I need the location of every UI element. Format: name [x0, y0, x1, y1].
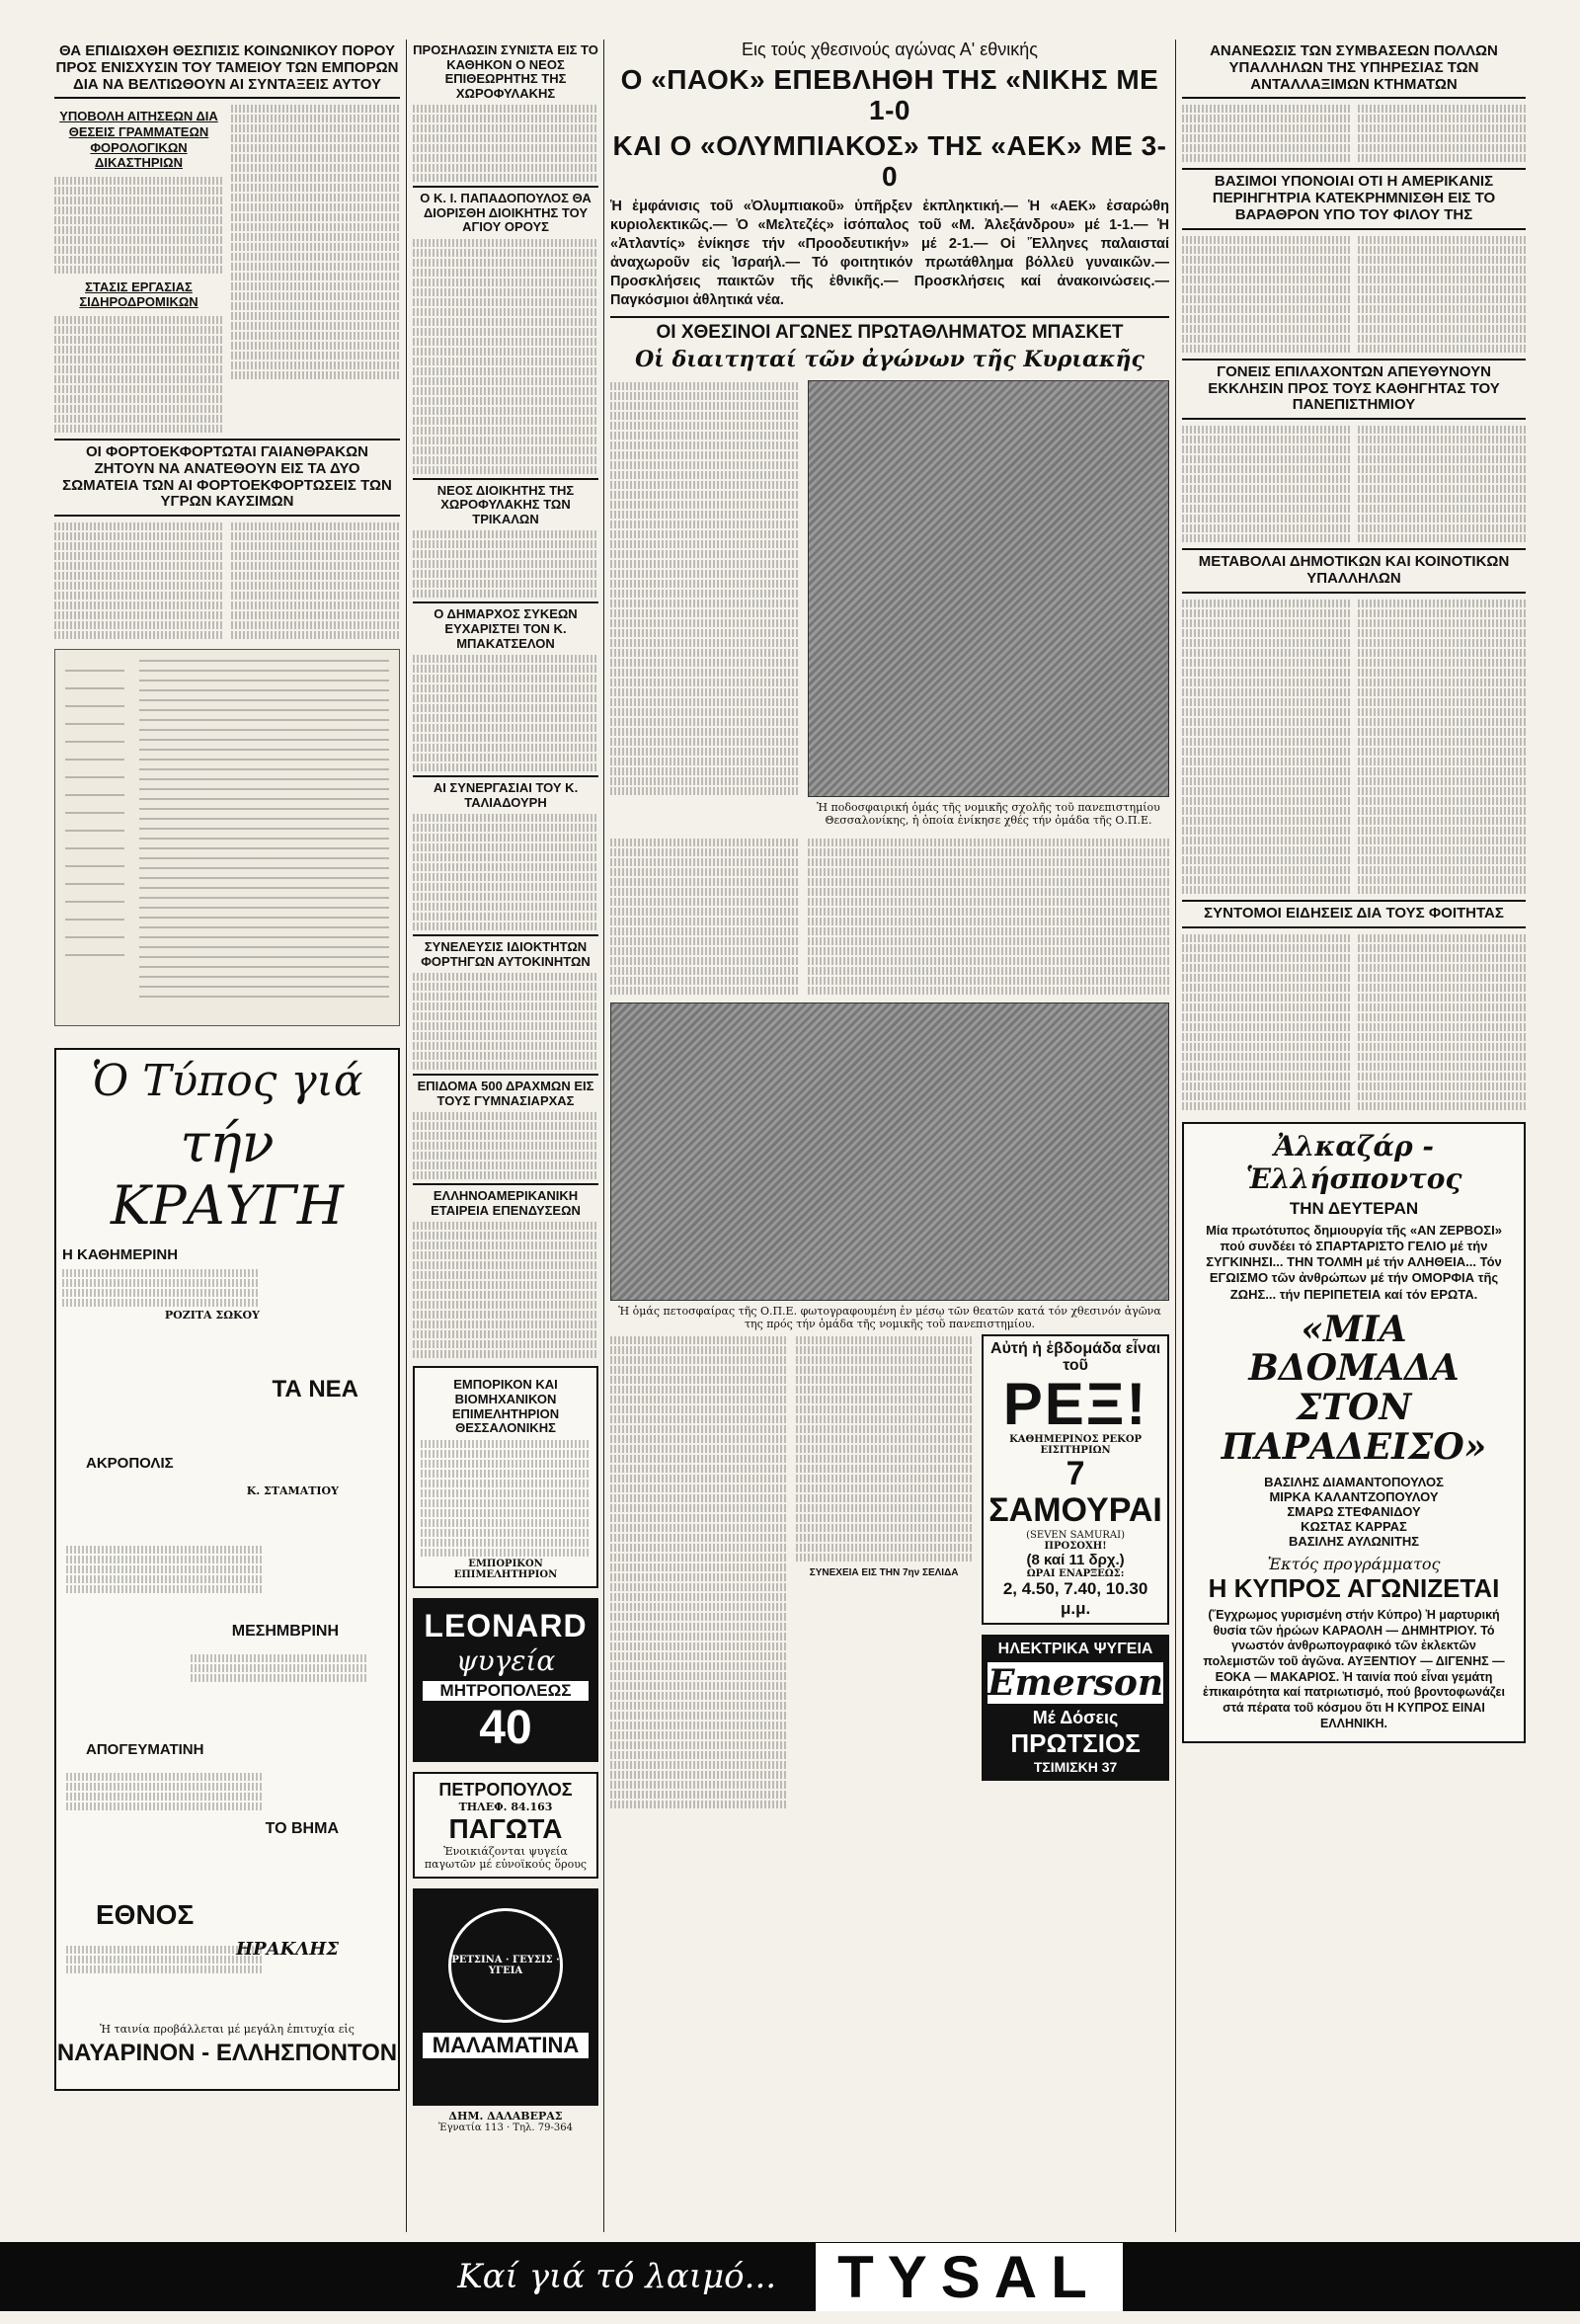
article-headline: ΑΝΑΝΕΩΣΙΣ ΤΩΝ ΣΥΜΒΑΣΕΩΝ ΠΟΛΛΩΝ ΥΠΑΛΛΗΛΩΝ ΤΗΣ ΥΠΗΡΕΣΙΑΣ ΤΩΝ ΑΝΤΑΛΛΑΞΙΜΩΝ ΚΤΗΜΑΤΩΝ	[1210, 42, 1498, 93]
ad-brand: LEONARD	[424, 1607, 588, 1643]
alkazar-cinema-ad	[1182, 1122, 1526, 1744]
cinema-names: ΝΑΥΑΡΙΝΟΝ - ΕΛΛΗΣΠΟΝΤΟΝ	[56, 2040, 398, 2067]
article-headline: ΒΑΣΙΜΟΙ ΥΠΟΝΟΙΑΙ ΟΤΙ Η ΑΜΕΡΙΚΑΝΙΣ ΠΕΡΙΗΓΗΤΡΙΑ ΚΑΤΕΚΡΗΜΝΙΣΘΗ ΕΙΣ ΤΟ ΒΑΡΑΘΡΟΝ ΥΠΟ ΤΟΥ ΦΙΛΟΥ ΤΗΣ	[1212, 173, 1496, 223]
extra-label: Ἐκτός προγράμματος	[1267, 1555, 1441, 1574]
ad-sub: ψυγεία	[455, 1643, 556, 1677]
right-column	[1182, 40, 1526, 1743]
film-description: Μία πρωτότυπος δημιουργία τῆς «ΑΝ ΖΕΡΒΟΣΙ» πού συνδέει τό ΣΠΑΡΤΑΡΙΣΤΟ ΓΕΛΙΟ μέ τήν ΣΥΓΚΙΝΗΣΙ... ΤΗΝ ΤΟΛΜΗ μέ τήν ΑΛΗΘΕΙΑ... Τόν ΕΓΩΙΣΜΟ τῶν ἀνθρώπων μέ τήν ΟΜΟΡΦΙΑ τῆς ΖΩΗΣ... τήν ΠΕΡΙΠΕΤΕΙΑ καί τόν ΕΡΩΤΑ.	[1206, 1222, 1502, 1302]
ticket-price: (8 καί 11 δρχ.)	[1026, 1551, 1125, 1568]
lead-headline-1: Ο «ΠΑΟΚ» ΕΠΕΒΛΗΘΗ ΤΗΣ «ΝΙΚΗΣ ΜΕ 1-0	[620, 64, 1159, 126]
paper-name: ΑΚΡΟΠΟΛΙΣ	[86, 1455, 174, 1473]
emerson-ad	[982, 1635, 1169, 1781]
cinema-name: ΡΕΞ!	[1002, 1370, 1148, 1437]
photo-caption: Ἡ ὁμάς πετοσφαίρας τῆς Ο.Π.Ε. φωτογραφουμένη ἐν μέσῳ τῶν θεατῶν κατά τόν χθεσινόν ἀγῶνα της πρός τήν ὁμάδα τῆς νομικῆς τοῦ πανεπιστημίου.	[618, 1304, 1161, 1330]
article-headline: ΠΡΟΣΗΛΩΣΙΝ ΣΥΝΙΣΤΑ ΕΙΣ ΤΟ ΚΑΘΗΚΟΝ Ο ΝΕΟΣ ΕΠΙΘΕΩΡΗΤΗΣ ΤΗΣ ΧΩΡΟΦΥΛΑΚΗΣ	[413, 42, 598, 101]
ad-address: ΜΗΤΡΟΠΟΛΕΩΣ	[423, 1681, 589, 1701]
paper-name: ΜΕΣΗΜΒΡΙΝΗ	[231, 1623, 339, 1641]
lead-headline-2: ΚΑΙ Ο «ΟΛΥΜΠΙΑΚΟΣ» ΤΗΣ «ΑΕΚ» ΜΕ 3-0	[612, 129, 1167, 193]
ad-text: Ἐνοικιάζονται ψυγεία παγωτῶν μέ εὐνοϊκούς ὅρους	[424, 1844, 588, 1871]
article-headline: ΣΥΝΤΟΜΟΙ ΕΙΔΗΣΕΙΣ ΔΙΑ ΤΟΥΣ ΦΟΙΤΗΤΑΣ	[1204, 904, 1504, 922]
left-column	[54, 40, 400, 2091]
paper-name: ΤΟ ΒΗΜΑ	[265, 1820, 339, 1838]
article-headline: Ο ΔΗΜΑΡΧΟΣ ΣΥΚΕΩΝ ΕΥΧΑΡΙΣΤΕΙ ΤΟΝ Κ. ΜΠΑΚΑΤΣΕΛΟΝ	[434, 606, 578, 651]
article-headline: ΜΕΤΑΒΟΛΑΙ ΔΗΜΟΤΙΚΩΝ ΚΑΙ ΚΟΙΝΟΤΙΚΩΝ ΥΠΑΛΛΗΛΩΝ	[1198, 553, 1510, 587]
article-headline: ΑΙ ΣΥΝΕΡΓΑΣΙΑΙ ΤΟΥ Κ. ΤΑΛΙΑΔΟΥΡΗ	[433, 780, 579, 810]
cast-member: ΜΙΡΚΑ ΚΑΛΑΝΤΖΟΠΟΥΛΟΥ	[1269, 1489, 1439, 1505]
ad-note: ΠΡΟΣΟΧΗ!	[1044, 1540, 1107, 1552]
column-rule	[1175, 40, 1176, 2232]
box-title: ΕΜΠΟΡΙΚΟΝ ΚΑΙ ΒΙΟΜΗΧΑΝΙΚΟΝ ΕΠΙΜΕΛΗΤΗΡΙΟΝ ΘΕΣΣΑΛΟΝΙΚΗΣ	[451, 1377, 560, 1436]
cast-member: ΒΑΣΙΛΗΣ ΔΙΑΜΑΝΤΟΠΟΥΛΟΣ	[1264, 1475, 1444, 1490]
basket-subheadline: Οἱ διαιτηταί τῶν ἀγώνων τῆς Κυριακῆς	[635, 346, 1145, 372]
paper-name: ΕΘΝΟΣ	[96, 1899, 195, 1931]
ad-terms: Μέ Δόσεις	[1032, 1707, 1119, 1727]
film-title: 7 ΣΑΜΟΥΡΑΙ	[988, 1454, 1162, 1530]
article-subheadline: ΣΤΑΣΙΣ ΕΡΓΑΣΙΑΣ ΣΙΔΗΡΟΔΡΟΜΙΚΩΝ	[79, 279, 198, 310]
show-day: ΤΗΝ ΔΕΥΤΕΡΑΝ	[1289, 1198, 1419, 1218]
ad-address: Ἐγνατία 113 · Τηλ. 79-364	[438, 2122, 573, 2133]
photo-caption: Ἡ ποδοσφαιρική ὁμάς τῆς νομικῆς σχολῆς τοῦ πανεπιστημίου Θεσσαλονίκης, ἡ ὁποία ἐνίκησε χθές τήν ὁμάδα τῆς Ο.Π.Ε.	[817, 800, 1160, 827]
leonard-ad	[413, 1598, 598, 1762]
ad-dealer: ΠΡΩΤΣΙΟΣ	[1010, 1727, 1141, 1758]
ad-name: ΠΕΤΡΟΠΟΥΛΟΣ	[438, 1779, 573, 1800]
team-photo-law-school	[808, 380, 1169, 797]
kicker: Εις τούς χθεσινούς αγώνας Α' εθνικής	[742, 40, 1038, 59]
ad-number: 40	[479, 1701, 532, 1754]
malamatina-seal: ΡΕΤΣΙΝΑ · ΓΕΥΣΙΣ · ΥΓΕΙΑ	[448, 1908, 563, 2023]
article-headline: ΕΛΛΗΝΟΑΜΕΡΙΚΑΝΙΚΗ ΕΤΑΙΡΕΙΑ ΕΠΕΝΔΥΣΕΩΝ	[431, 1188, 581, 1218]
ad-week: Αὐτή ἡ ἑβδομάδα εἶναι τοῦ	[990, 1339, 1161, 1375]
article-headline: ΕΠΙΔΟΜΑ 500 ΔΡΑΧΜΩΝ ΕΙΣ ΤΟΥΣ ΓΥΜΝΑΣΙΑΡΧΑΣ	[417, 1079, 594, 1108]
documentary-description: (Ἔγχρωμος γυρισμένη στήν Κύπρο) Ἡ μαρτυρική θυσία τῶν ἡρώων ΚΑΡΑΟΛΗ — ΔΗΜΗΤΡΙΟΥ. Τό γνωστόν ἀνθρωπογραφικό τῶν ἐκλεκτῶν πολεμιστῶν τοῦ ἀγῶνα. ΑΥΞΕΝΤΙΟΥ — ΔΙΓΕΝΗΣ — ΕΟΚΑ — ΜΑΚΑΡΙΟΣ. Ἡ ταινία πού εἶναι γεμάτη ἐπικαιρότητα καί πατριωτισμό, πού βροντοφωνάζει στά πέρατα τοῦ κόσμου ὅτι Η ΚΥΠΡΟΣ ΕΙΝΑΙ ΕΛΛΗΝΙΚΗ.	[1203, 1608, 1505, 1730]
documentary-title: Η ΚΥΠΡΟΣ ΑΓΩΝΙΖΕΤΑΙ	[1208, 1573, 1500, 1604]
banner-slogan: Καί γιά τό λαιμό...	[457, 2257, 777, 2296]
petropoulos-ad	[413, 1772, 598, 1879]
kravgi-press-ad	[54, 1048, 400, 2091]
cast-member: ΒΑΣΙΛΗΣ ΑΥΛΩΝΙΤΗΣ	[1288, 1534, 1420, 1550]
column-rule	[406, 40, 407, 2232]
article-headline: ΓΟΝΕΙΣ ΕΠΙΛΑΧΟΝΤΩΝ ΑΠΕΥΘΥΝΟΥΝ ΕΚΚΛΗΣΙΝ ΠΡΟΣ ΤΟΥΣ ΚΑΘΗΓΗΤΑΣ ΤΟΥ ΠΑΝΕΠΙΣΤΗΜΙΟΥ	[1208, 362, 1500, 414]
article-headline: ΣΥΝΕΛΕΥΣΙΣ ΙΔΙΟΚΤΗΤΩΝ ΦΟΡΤΗΓΩΝ ΑΥΤΟΚΙΝΗΤΩΝ	[421, 939, 591, 969]
signature: ΡΟΖΙΤΑ ΣΩΚΟΥ	[164, 1309, 260, 1322]
ad-brand: ΜΑΛΑΜΑΤΙΝΑ	[423, 2033, 589, 2058]
column-rule	[603, 40, 604, 2232]
cast-member: ΚΩΣΤΑΣ ΚΑΡΡΑΣ	[1301, 1519, 1407, 1535]
ad-product: ΠΑΓΩΤΑ	[448, 1812, 563, 1844]
reproduced-document-image	[54, 649, 400, 1026]
show-times: 2, 4.50, 7.40, 10.30 μ.μ.	[1002, 1578, 1148, 1618]
article-headline: ΝΕΟΣ ΔΙΟΙΚΗΤΗΣ ΤΗΣ ΧΩΡΟΦΥΛΑΚΗΣ ΤΩΝ ΤΡΙΚΑΛΩΝ	[436, 482, 575, 526]
rex-cinema-ad	[982, 1334, 1169, 1625]
paper-name: Η ΚΑΘΗΜΕΡΙΝΗ	[62, 1246, 179, 1264]
ad-address: ΤΣΙΜΙΣΚΗ 37	[1033, 1758, 1118, 1775]
signature: ΗΡΑΚΛΗΣ	[236, 1939, 339, 1961]
sports-lead	[610, 40, 1169, 1810]
times-label: ΩΡΑΙ ΕΝΑΡΞΕΩΣ:	[1026, 1567, 1125, 1579]
ad-phone: ΤΗΛΕΦ. 84.163	[458, 1800, 553, 1813]
cinema-title: Ἀλκαζάρ - Ἑλλήσποντος	[1245, 1129, 1462, 1195]
ad-brand: τήν ΚΡΑΥΓΗ	[111, 1112, 344, 1238]
basket-headline: ΟΙ ΧΘΕΣΙΝΟΙ ΑΓΩΝΕΣ ΠΡΩΤΑΘΛΗΜΑΤΟΣ ΜΠΑΣΚΕΤ	[656, 321, 1124, 343]
ad-record: ΚΑΘΗΜΕΡΙΝΟΣ ΡΕΚΟΡ ΕΙΣΙΤΗΡΙΩΝ	[1009, 1433, 1143, 1456]
banner-brand: TYSAL	[816, 2243, 1123, 2311]
paper-name: ΑΠΟΓΕΥΜΑΤΙΝΗ	[86, 1741, 204, 1759]
box-sign: ΕΜΠΟΡΙΚΟΝ ΕΠΙΜΕΛΗΤΗΡΙΟΝ	[453, 1558, 558, 1580]
ad-brand: Emerson	[988, 1661, 1164, 1704]
article-headline: Ο Κ. Ι. ΠΑΠΑΔΟΠΟΥΛΟΣ ΘΑ ΔΙΟΡΙΣΘΗ ΔΙΟΙΚΗΤΗΣ ΤΟΥ ΑΓΙΟΥ ΟΡΟΥΣ	[420, 191, 592, 235]
paper-name: ΤΑ ΝΕΑ	[272, 1376, 358, 1403]
malamatina-ad	[413, 1888, 598, 2106]
signature: Κ. ΣΤΑΜΑΤΙΟΥ	[246, 1484, 339, 1498]
team-photo-ope-volleyball	[610, 1002, 1169, 1301]
ad-title: Ὁ Τύπος γιά	[91, 1056, 363, 1107]
tysal-banner	[0, 2242, 1580, 2311]
film-title: «ΜΙΑ ΒΔΟΜΑΔΑ ΣΤΟΝ ΠΑΡΑΔΕΙΣΟ»	[1221, 1308, 1487, 1468]
chamber-notice-box	[413, 1366, 598, 1587]
film-title-en: (SEVEN SAMURAI)	[1026, 1529, 1125, 1541]
ad-top: ΗΛΕΚΤΡΙΚΑ ΨΥΓΕΙΑ	[997, 1640, 1153, 1657]
ad-footer-text: Ἡ ταινία προβάλλεται μέ μεγάλη ἐπιτυχία εἰς	[100, 2023, 355, 2037]
middle-left-column	[413, 40, 598, 2133]
article-subheadline: ΥΠΟΒΟΛΗ ΑΙΤΗΣΕΩΝ ΔΙΑ ΘΕΣΕΙΣ ΓΡΑΜΜΑΤΕΩΝ ΦΟΡΟΛΟΓΙΚΩΝ ΔΙΚΑΣΤΗΡΙΩΝ	[59, 109, 218, 171]
cast-member: ΣΜΑΡΩ ΣΤΕΦΑΝΙΔΟΥ	[1287, 1504, 1421, 1520]
lead-summary: Ἡ ἐμφάνισις τοῦ «Ὀλυμπιακοῦ» ὑπῆρξεν ἐκπληκτική.— Ἡ «ΑΕΚ» ἐσαρώθη κυριολεκτικῶς.— Ὁ «Μελτεζές» ἰσόπαλος τοῦ «Μ. Ἀλεξάνδρου» μέ 1-1.— Ἡ «Ἀτλαντίς» ἐνίκησε τήν «Προοδευτικήν» μέ 2-1.— Οἱ Ἕλληνες παλαισταί ἀναχωροῦν εἰς Ἰσραήλ.— Τό φοιτητικόν πρωτάθλημα βόλλεϋ γυναικῶν.— Προσκλήσεις παικτῶν τῆς ἐθνικῆς.— Προσκλήσεις καί ἀνακοινώσεις.— Παγκόσμιοι ἀθλητικά νέα.	[610, 199, 1169, 308]
continued-note: ΣΥΝΕΧΕΙΑ ΕΙΣ ΤΗΝ 7ην ΣΕΛΙΔΑ	[809, 1566, 959, 1578]
article-headline: ΘΑ ΕΠΙΔΙΩΧΘΗ ΘΕΣΠΙΣΙΣ ΚΟΙΝΩΝΙΚΟΥ ΠΟΡΟΥ ΠΡΟΣ ΕΝΙΣΧΥΣΙΝ ΤΟΥ ΤΑΜΕΙΟΥ ΤΩΝ ΕΜΠΟΡΩΝ ΔΙΑ ΝΑ ΒΕΛΤΙΩΘΟΥΝ ΑΙ ΣΥΝΤΑΞΕΙΣ ΑΥΤΟΥ	[55, 42, 399, 93]
ad-sign: ΔΗΜ. ΔΑΛΑΒΕΡΑΣ	[448, 2109, 563, 2123]
article-headline: ΟΙ ΦΟΡΤΟΕΚΦΟΡΤΩΤΑΙ ΓΑΙΑΝΘΡΑΚΩΝ ΖΗΤΟΥΝ ΝΑ ΑΝΑΤΕΘΟΥΝ ΕΙΣ ΤΑ ΔΥΟ ΣΩΜΑΤΕΙΑ ΤΩΝ ΑΙ ΦΟΡΤΟΕΚΦΟΡΤΩΣΕΙΣ ΤΩΝ ΥΓΡΩΝ ΚΑΥΣΙΜΩΝ	[62, 442, 392, 511]
